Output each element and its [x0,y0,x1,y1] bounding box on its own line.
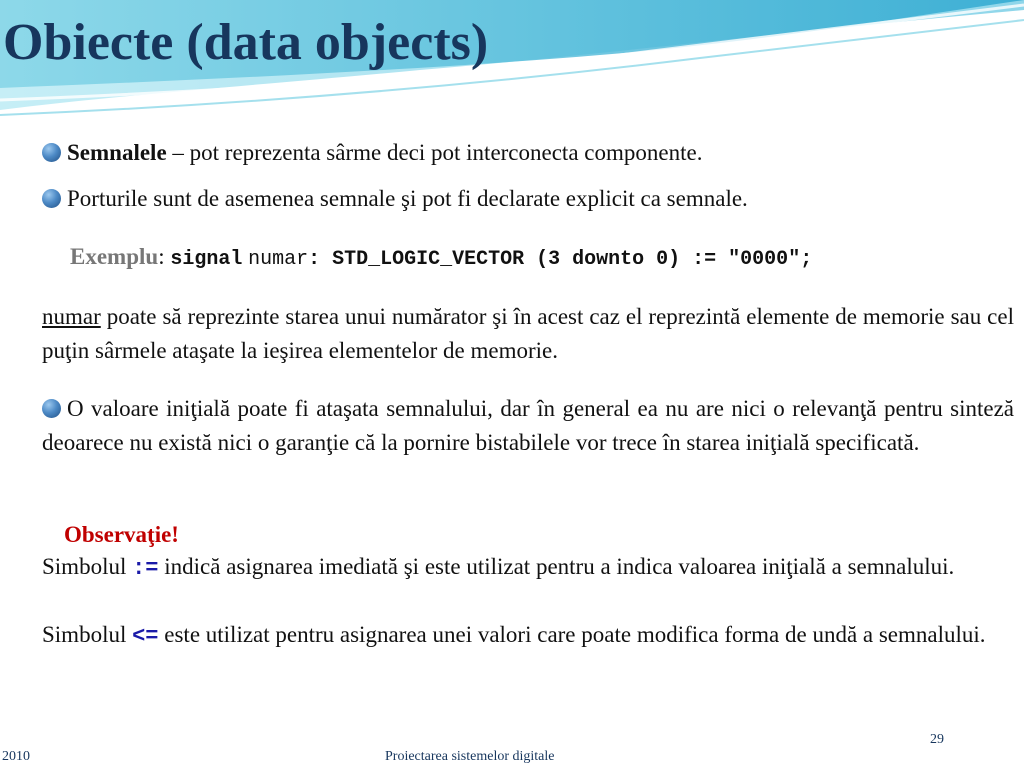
observatie-label-line [64,518,1024,552]
bullet-valoare-initiala [42,392,1014,460]
numar-word: numar [42,304,101,329]
observatie-text: este utilizat pentru asignarea unei valori care poate modifica forma de undă a semnalului. [158,622,986,647]
observatie-line-2 [42,618,1014,654]
bullet-semnalele [42,136,1014,170]
numar-paragraph [42,300,1014,368]
blue-bullet-icon [42,189,61,208]
example-label: Exemplu [70,244,159,269]
code-variable: numar [248,248,309,271]
bullet-text: – pot reprezenta sârme deci pot interconecta componente. [166,140,703,165]
observatie-label: Observaţie! [64,522,179,547]
page-number: 29 [930,732,944,747]
symbol-assign-immediate: := [132,556,159,581]
footer-course: Proiectarea sistemelor digitale [385,749,555,764]
observatie-text: Simbolul [42,622,133,647]
code-rest: : STD_LOGIC_VECTOR (3 downto 0) := "0000"; [308,248,813,271]
example-line [70,240,1024,277]
observatie-text: indică asignarea imediată şi este utilizat pentru a indica valoarea iniţială a semnalului. [158,554,955,579]
bullet-text: O valoare iniţială poate fi ataşata semnalului, dar în general ea nu are nici o relevanţă pentru sinteză deoarece nu există nici o garanţie că la pornire bistabilele vor trece în starea iniţială specificată. [42,396,1014,455]
example-colon: : [158,244,165,269]
code-keyword: signal [170,248,243,271]
footer-year: 2010 [2,749,30,764]
symbol-assign-signal: <= [132,624,159,649]
observatie-line-1 [42,550,1014,586]
bullet-porturile [42,182,1014,216]
slide-title: Obiecte (data objects) [3,14,489,71]
numar-text: poate să reprezinte starea unui numărator şi în acest caz el reprezintă elemente de memorie sau cel puţin sârmele ataşate la ieşirea elementelor de memorie. [42,304,1014,363]
blue-bullet-icon [42,143,61,162]
observatie-text: Simbolul [42,554,133,579]
bullet-bold-term: Semnalele [67,140,167,165]
blue-bullet-icon [42,399,61,418]
bullet-text: Porturile sunt de asemenea semnale şi pot fi declarate explicit ca semnale. [67,186,748,211]
